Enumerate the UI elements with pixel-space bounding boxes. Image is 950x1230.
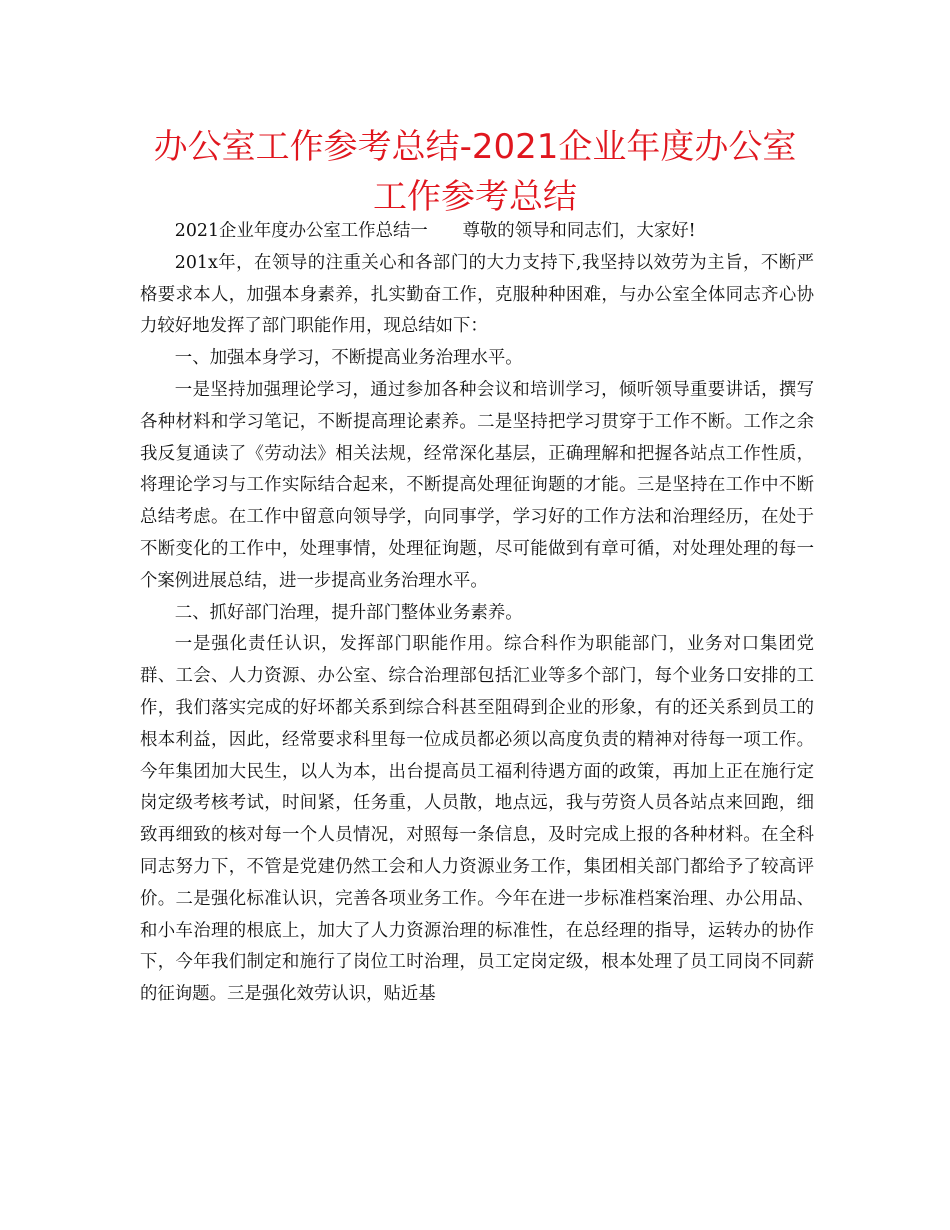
document-title: 办公室工作参考总结-2021企业年度办公室工作参考总结 (153, 127, 797, 217)
document-body (140, 216, 814, 1011)
section-heading: 一、加强本身学习，不断提高业务治理水平。 (174, 348, 523, 369)
section-heading: 二、抓好部门治理，提升部门整体业务素养。 (174, 602, 523, 623)
paragraph: 一是强化责任认识，发挥部门职能作用。综合科作为职能部门，业务对口集团党群、工会、人力资源、办公室、综合治理部包括汇业等多个部门，每个业务口安排的工作，我们落实完成的好坏都关系到综合科甚至阻碍到企业的形象，有的还关系到员工的根本利益，因此，经常要求科里每一位成员都必须以高度负责的精神对待每一项工作。今年集团加大民生，以人为本，出台提高员工福利待遇方面的政策，再加上正在施行定岗定级考核考试，时间紧，任务重，人员散，地点远，我与劳资人员各站点来回跑，细致再细致的核对每一个人员情况，对照每一条信息，及时完成上报的各种材料。在全科同志努力下，不管是党建仍然工会和人力资源业务工作，集团相关部门都给予了较高评价。二是强化标准认识，完善各项业务工作。今年在进一步标准档案治理、办公用品、和小车治理的根底上，加大了人力资源治理的标准性，在总经理的指导，运转办的协作下，今年我们制定和施行了岗位工时治理，员工定岗定级，根本处理了员工同岗不同薪的征询题。三是强化效劳认识，贴近基 (140, 634, 814, 1005)
paragraph: 2021企业年度办公室工作总结一 尊敬的领导和同志们，大家好! (174, 221, 696, 241)
paragraph: 一是坚持加强理论学习，通过参加各种会议和培训学习，倾听领导重要讲话，撰写各种材料和学习笔记，不断提高理论素养。二是坚持把学习贯穿于工作不断。工作之余我反复通读了《劳动法》相关法规，经常深化基层，正确理解和把握各站点工作性质，将理论学习与工作实际结合起来，不断提高处理征询题的才能。三是坚持在工作中不断总结考虑。在工作中留意向领导学，向同事学，学习好的工作方法和治理经历，在处于不断变化的工作中，处理事情，处理征询题，尽可能做到有章可循，对处理处理的每一个案例进展总结，进一步提高业务治理水平。 (140, 379, 814, 591)
paragraph: 201x年，在领导的注重关心和各部门的大力支持下,我坚持以效劳为主旨，不断严格要求本人，加强本身素养，扎实勤奋工作，克服种种困难，与办公室全体同志齐心协力较好地发挥了部门职能作用，现总结如下： (140, 252, 814, 337)
